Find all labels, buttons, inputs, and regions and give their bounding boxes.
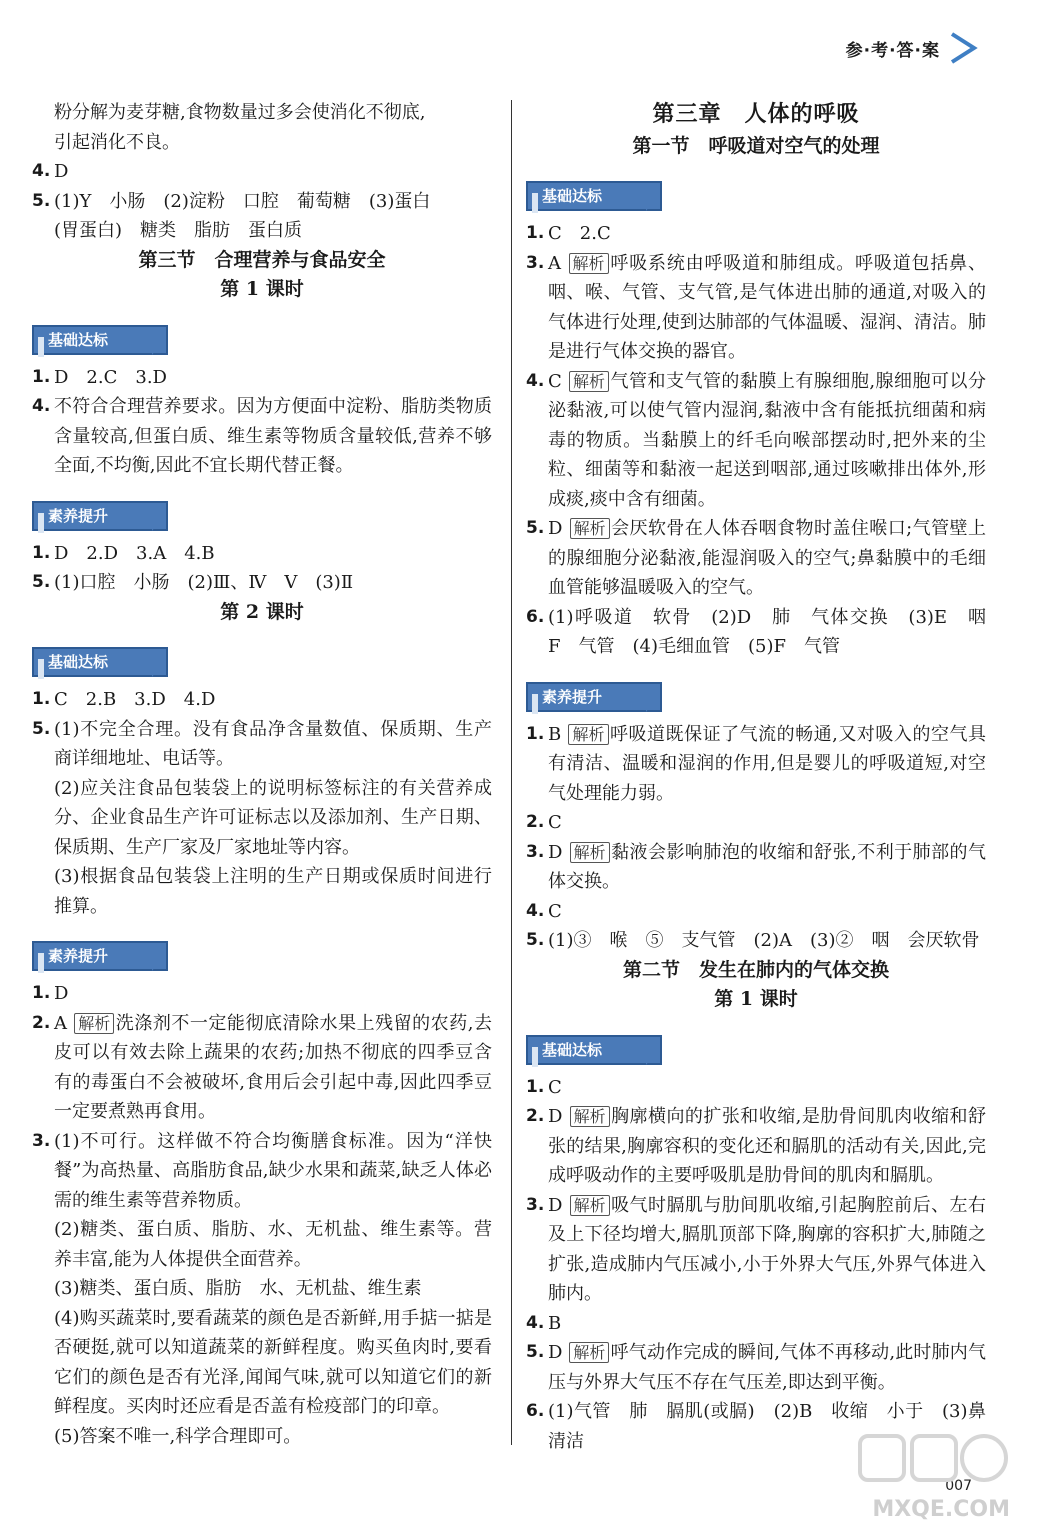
badge-basic: 基础达标 [32, 641, 492, 681]
page-number: 007 [945, 1478, 972, 1494]
watermark-text: MXQE.COM [872, 1497, 1010, 1522]
question-item: 4. C 解析 气管和支气管的黏膜上有腺细胞,腺细胞可以分泌黏液,可以使气管内湿润,黏液中含有能抵抗细菌和病毒的物质。当黏膜上的纤毛向喉部摆动时,把外来的尘粒、细菌等和黏液一起送到咽部,通过咳嗽排出体外,形成痰,痰中含有细菌。 [526, 370, 986, 510]
intro-line-1: 粉分解为麦芽糖,食物数量过多会使消化不彻底, [54, 102, 426, 123]
badge-improve: 素养提升 [526, 676, 986, 716]
left-column [32, 98, 492, 1451]
question-item: 4. D [32, 161, 69, 182]
question-item: 5. (1)口腔 小肠 (2)Ⅲ、Ⅳ Ⅴ (3)Ⅱ [32, 572, 354, 593]
lesson-title: 第 2 课时 [220, 600, 304, 623]
answer-paragraph: (3)根据食品包装袋上注明的生产日期或保质时间进行推算。 [54, 866, 492, 917]
badge-improve: 素养提升 [32, 935, 492, 975]
analysis-tag: 解析 [570, 1106, 610, 1127]
answer-paragraph: (4)购买蔬菜时,要看蔬菜的颜色是否新鲜,用手掂一掂是否硬挺,就可以知道蔬菜的新鲜程度。购买鱼肉时,要看它们的颜色是否有光泽,闻闻气味,就可以知道它们的新鲜程度。买肉时还应看是否盖有检疫部门的印章。 [54, 1307, 492, 1417]
question-item: 1. C [526, 1076, 562, 1098]
badge-improve: 素养提升 [32, 495, 492, 535]
section-title: 第三节 合理营养与食品安全 [138, 248, 386, 271]
intro-line-2: 引起消化不良。 [54, 131, 180, 153]
question-item: 2. D 解析 胸廓横向的扩张和收缩,是肋骨间肌肉收缩和舒张的结果,胸廓容积的变化还和膈肌的活动有关,因此,完成呼吸动作的主要呼吸肌是肋骨间的肌肉和膈肌。 [526, 1106, 986, 1186]
question-item: 4. 不符合合理营养要求。因为方便面中淀粉、脂肪类物质含量较高,但蛋白质、维生素等物质含量较低,营养不够全面,不均衡,因此不宜长期代替正餐。 [32, 396, 492, 476]
question-item: 5. (1)③ 喉 ⑤ 支气管 (2)A (3)② 咽 会厌软骨 [526, 930, 980, 951]
answer-paragraph: (3)糖类、蛋白质、脂肪 水、无机盐、维生素 [54, 1278, 422, 1299]
question-item: 5. D 解析 呼气动作完成的瞬间,气体不再移动,此时肺内气压与外界大气压不存在气压差,即达到平衡。 [526, 1342, 986, 1393]
question-item: 5. D 解析 会厌软骨在人体吞咽食物时盖住喉口;气管壁上的腺细胞分泌黏液,能湿润吸入的空气;鼻黏膜中的毛细血管能够温暖吸入的空气。 [526, 518, 986, 598]
answer-paragraph: (2)糖类、蛋白质、脂肪、水、无机盐、维生素等。营养丰富,能为人体提供全面营养。 [54, 1219, 492, 1270]
question-item: 2. C [526, 812, 562, 833]
chapter-title: 第三章 人体的呼吸 [652, 101, 860, 127]
section-title: 第一节 呼吸道对空气的处理 [632, 134, 880, 157]
chevron-right-icon [946, 30, 980, 66]
question-item: 3. (1)不可行。这样做不符合均衡膳食标准。因为“洋快餐”为高热量、高脂肪食品,缺少水果和蔬菜,缺乏人体必需的维生素等营养物质。 [32, 1130, 492, 1211]
question-item: 6. (1)气管 肺 膈肌(或膈) (2)B 收缩 小于 (3)鼻 清洁 [526, 1401, 1004, 1452]
analysis-tag: 解析 [570, 1195, 610, 1216]
question-item: 5. (1)不完全合理。没有食品净含量数值、保质期、生产商详细地址、电话等。 [32, 718, 492, 769]
analysis-tag: 解析 [569, 253, 609, 274]
question-item: 1. B 解析 呼吸道既保证了气流的畅通,又对吸入的空气具有清洁、温暖和湿润的作用,但是婴儿的呼吸道短,对空气处理能力弱。 [526, 723, 986, 804]
question-item: 4. C [526, 900, 562, 922]
lesson-title: 第 1 课时 [220, 278, 304, 300]
question-item: 3. D 解析 黏液会影响肺泡的收缩和舒张,不利于肺部的气体交换。 [526, 841, 986, 892]
question-item: 2. A 解析 洗涤剂不一定能彻底清除水果上残留的农药,去皮可以有效去除上蔬果的农药;加热不彻底的四季豆含有的毒蛋白不会被破坏,食用后会引起中毒,因此四季豆一定要煮熟再食用。 [32, 1012, 492, 1122]
answer-paragraph: (2)应关注食品包装袋上的说明标签标注的有关营养成分、企业食品生产许可证标志以及添加剂、生产日期、保质期、生产厂家及厂家地址等内容。 [54, 777, 492, 858]
question-item: 1. D 2.D 3.A 4.B [32, 542, 215, 564]
section-title: 第二节 发生在肺内的气体交换 [622, 958, 889, 981]
right-column [526, 98, 1004, 1456]
question-item: 1. C 2.B 3.D 4.D [32, 689, 216, 710]
analysis-tag: 解析 [569, 1342, 609, 1363]
question-item: 5. (1)Y 小肠 (2)淀粉 口腔 葡萄糖 (3)蛋白 (胃蛋白) 糖类 脂肪 蛋白质 [32, 190, 431, 241]
badge-basic: 基础达标 [526, 175, 986, 215]
analysis-tag: 解析 [570, 842, 610, 863]
question-item: 1. D [32, 983, 69, 1004]
header-label: 参·考·答·案 [845, 41, 940, 61]
column-divider [511, 100, 512, 1445]
question-item: 4. B [526, 1312, 562, 1334]
answer-paragraph: (5)答案不唯一,科学合理即可。 [54, 1425, 302, 1447]
analysis-tag: 解析 [570, 518, 610, 539]
badge-basic: 基础达标 [526, 1029, 986, 1069]
question-item: 1. D 2.C 3.D [32, 366, 167, 388]
question-item: 1. C 2.C [526, 223, 611, 244]
question-item: 6. (1)呼吸道 软骨 (2)D 肺 气体交换 (3)E 咽 F 气管 (4)毛细血管 (5)F 气管 [526, 606, 1004, 657]
analysis-tag: 解析 [568, 724, 608, 745]
analysis-tag: 解析 [569, 371, 609, 392]
question-item: 3. D 解析 吸气时膈肌与肋间肌收缩,引起胸腔前后、左右及上下径均增大,膈肌顶部下降,胸廓的容积扩大,肺随之扩张,造成肺内气压减小,小于外界大气压,外界气体进入肺内。 [526, 1194, 986, 1304]
analysis-tag: 解析 [74, 1013, 114, 1034]
badge-basic: 基础达标 [32, 319, 492, 359]
lesson-title: 第 1 课时 [714, 988, 798, 1010]
question-item: 3. A 解析 呼吸系统由呼吸道和肺组成。呼吸道包括鼻、咽、喉、气管、支气管,是气体进出肺的通道,对吸入的气体进行处理,使到达肺部的气体温暖、湿润、清洁。肺是进行气体交换的器官。 [526, 252, 986, 362]
